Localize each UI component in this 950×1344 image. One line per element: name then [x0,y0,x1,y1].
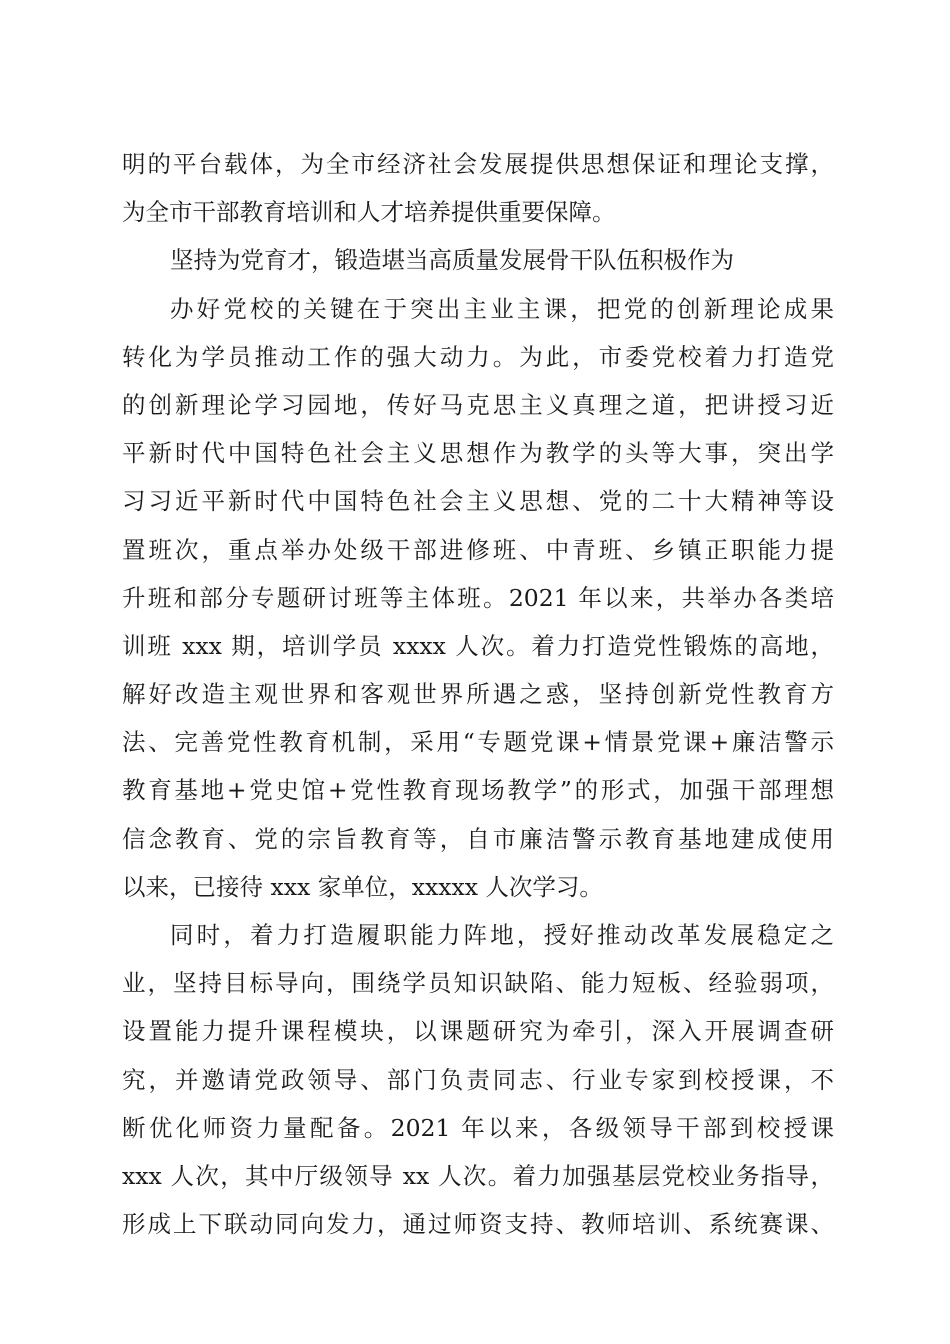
paragraph-3-line: 断优化师资力量配备。2021 年以来，各级领导干部到校授课 [122,1113,834,1142]
paragraph-2-line: 教育基地+党史馆+党性教育现场教学”的形式，加强干部理想 [122,776,834,805]
paragraph-3-line: 究，并邀请党政领导、部门负责同志、行业专家到校授课，不 [122,1065,834,1094]
paragraph-3-line: xxx 人次，其中厅级领导 xx 人次。着力加强基层党校业务指导， [122,1161,834,1190]
paragraph-3-line: 业，坚持目标导向，围绕学员知识缺陷、能力短板、经验弱项， [122,969,834,998]
paragraph-2-line: 的创新理论学习园地，传好马克思主义真理之道，把讲授习近 [122,390,834,419]
paragraph-2-line: 平新时代中国特色社会主义思想作为教学的头等大事，突出学 [122,439,834,468]
paragraph-3 [122,911,834,1248]
paragraph-3-line: 同时，着力打造履职能力阵地，授好推动改革发展稳定之 [170,921,834,949]
paragraph-1 [122,140,834,236]
paragraph-2-line: 以来，已接待 xxx 家单位，xxxxx 人次学习。 [122,872,603,901]
paragraph-2-line: 置班次，重点举办处级干部进修班、中青班、乡镇正职能力提 [122,535,834,564]
paragraph-2-line: 办好党校的关键在于突出主业主课，把党的创新理论成果 [170,294,834,323]
paragraph-1-line: 为全市干部教育培训和人才培养提供重要保障。 [122,198,616,227]
paragraph-3-line: 形成上下联动同向发力，通过师资支持、教师培训、系统赛课、 [122,1210,834,1239]
paragraph-2-line: 转化为学员推动工作的强大动力。为此，市委党校着力打造党 [122,342,834,371]
section-heading: 坚持为党育才，锻造堪当高质量发展骨干队伍积极作为 [170,246,734,275]
paragraph-2-line: 信念教育、党的宗旨教育等，自市廉洁警示教育基地建成使用 [122,824,834,853]
paragraph-2-line: 训班 xxx 期，培训学员 xxxx 人次。着力打造党性锻炼的高地， [122,631,834,660]
paragraph-2 [122,285,834,911]
paragraph-3-line: 设置能力提升课程模块，以课题研究为牵引，深入开展调查研 [122,1017,834,1046]
document-body [122,140,834,1248]
paragraph-2-line: 解好改造主观世界和客观世界所遇之惑，坚持创新党性教育方 [122,680,834,709]
paragraph-2-line: 法、完善党性教育机制，采用“专题党课+情景党课+廉洁警示 [122,728,834,757]
paragraph-1-line: 明的平台载体，为全市经济社会发展提供思想保证和理论支撑， [122,150,834,178]
paragraph-2-line: 习习近平新时代中国特色社会主义思想、党的二十大精神等设 [122,487,834,516]
paragraph-2-line: 升班和部分专题研讨班等主体班。2021 年以来，共举办各类培 [122,583,834,612]
